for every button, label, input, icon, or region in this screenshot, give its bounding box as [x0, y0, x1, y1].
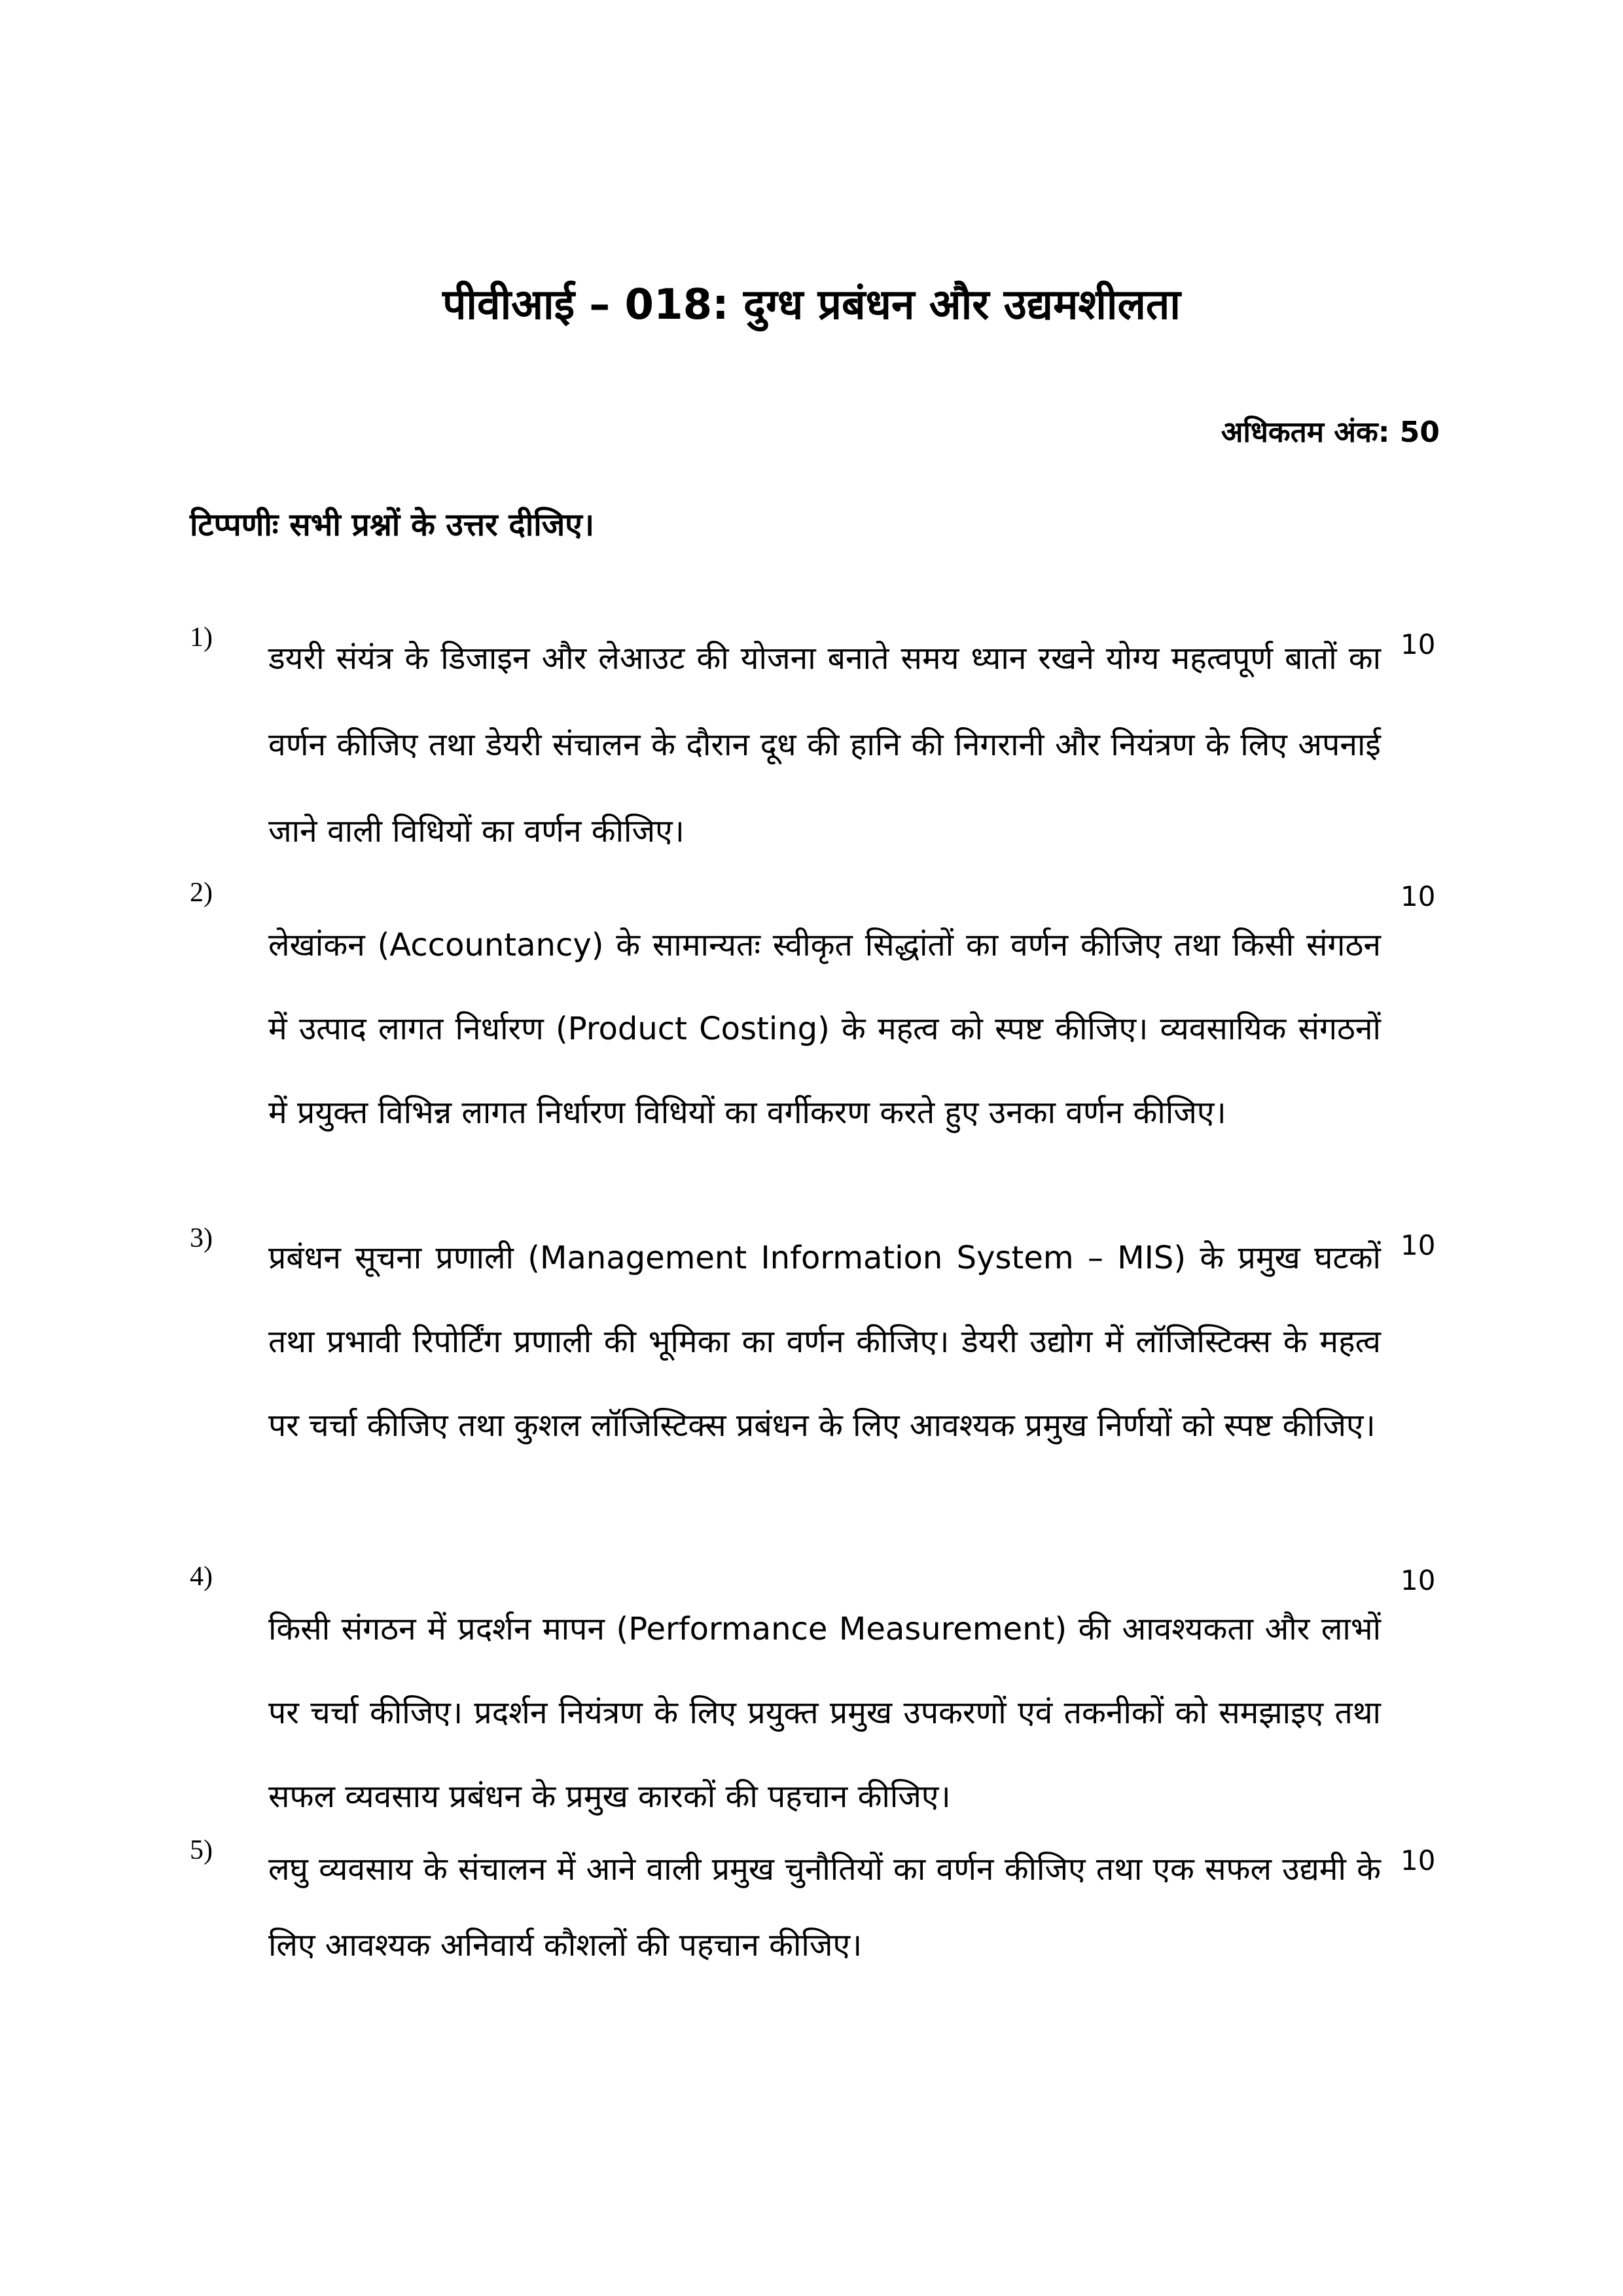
question-marks: 10 — [1400, 880, 1436, 912]
question-number: 4) — [190, 1562, 213, 1592]
question-number: 3) — [190, 1223, 213, 1253]
question-text: किसी संगठन में प्रदर्शन मापन (Performance Measurement) की आवश्यकता और लाभों पर चर्चा कीजिए। प्रदर्शन नियंत्रण के लिए प्रयुक्त प्रमुख उपकरणों एवं तकनीकों को समझाइए तथा सफल व्यवसाय प्रबंधन के प्रमुख कारकों की पहचान कीजिए। — [268, 1611, 1381, 1815]
question-number: 5) — [190, 1835, 213, 1865]
question-marks: 10 — [1400, 628, 1436, 660]
max-marks: अधिकतम अंक: 50 — [1221, 416, 1440, 449]
question-number: 1) — [190, 622, 213, 653]
question-number: 2) — [190, 878, 213, 908]
question-marks: 10 — [1400, 1844, 1436, 1876]
question-text: लघु व्यवसाय के संचालन में आने वाली प्रमुख चुनौतियों का वर्णन कीजिए तथा एक सफल उद्यमी के लिए आवश्यक अनिवार्य कौशलों की पहचान कीजिए। — [268, 1851, 1381, 1964]
question-text: डयरी संयंत्र के डिजाइन और लेआउट की योजना बनाते समय ध्यान रखने योग्य महत्वपूर्ण बातों का वर्णन कीजिए तथा डेयरी संचालन के दौरान दूध की हानि की निगरानी और नियंत्रण के लिए अपनाई जाने वाली विधियों का वर्णन कीजिए। — [268, 640, 1381, 850]
question-marks: 10 — [1400, 1564, 1436, 1596]
question-text: प्रबंधन सूचना प्रणाली (Management Information System – MIS) के प्रमुख घटकों तथा प्रभावी रिपोर्टिंग प्रणाली की भूमिका का वर्णन कीजिए। डेयरी उद्योग में लॉजिस्टिक्स के महत्व पर चर्चा कीजिए तथा कुशल लॉजिस्टिक्स प्रबंधन के लिए आवश्यक प्रमुख निर्णयों को स्पष्ट कीजिए। — [268, 1240, 1381, 1444]
question-text: लेखांकन (Accountancy) के सामान्यतः स्वीकृत सिद्धांतों का वर्णन कीजिए तथा किसी संगठन में उत्पाद लागत निर्धारण (Product Costing) के महत्व को स्पष्ट कीजिए। व्यवसायिक संगठनों में प्रयुक्त विभिन्न लागत निर्धारण विधियों का वर्गीकरण करते हुए उनका वर्णन कीजिए। — [268, 927, 1381, 1131]
paper-title: पीवीआई – 018: दुग्ध प्रबंधन और उद्यमशीलता — [442, 281, 1181, 329]
question-marks: 10 — [1400, 1229, 1436, 1261]
instruction-note: टिप्पणीः सभी प्रश्नों के उत्तर दीजिए। — [190, 507, 595, 543]
